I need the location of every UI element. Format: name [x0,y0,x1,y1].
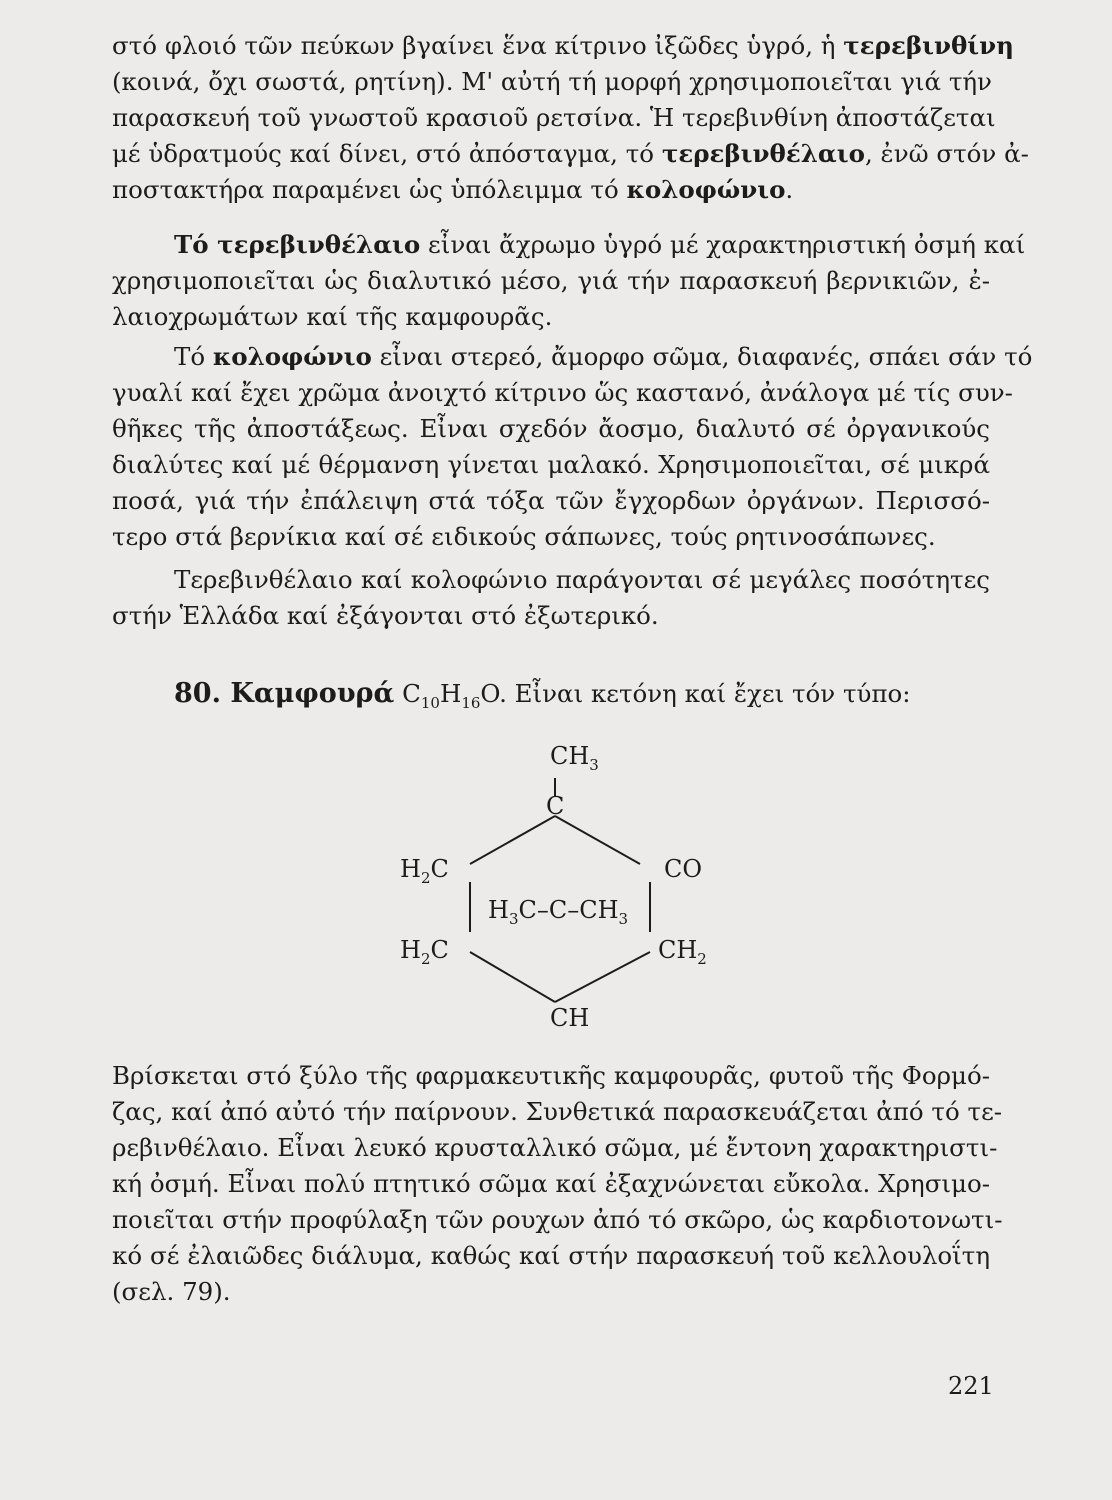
text-line: κή ὀσμή. Εἶναι πολύ πτητικό σῶμα καί ἐξαχνώνεται εὔκολα. Χρησιμο- [112,1169,990,1198]
ch-bottom-label: CH [550,1004,590,1032]
text-line: (σελ. 79). [112,1277,231,1306]
text-line: διαλύτες καί μέ θέρμανση γίνεται μαλακό. Χρησιμοποιεῖται, σέ μικρά [112,450,990,479]
text-line: Τερεβινθέλαιο καί κολοφώνιο παράγονται σέ μεγάλες ποσότητες [174,565,990,594]
text-line: λαιοχρωμάτων καί τῆς καμφουρᾶς. [112,302,553,331]
methyl-group-label: $CH_3$ [550,742,599,774]
text-line: Τό κολοφώνιο εἶναι στερεό, ἄμορφο σῶμα, διαφανές, σπάει σάν τό [174,342,1033,371]
text-line: τερο στά βερνίκια καί σέ ειδικούς σάπωνες, τούς ρητινοσάπωνες. [112,522,936,551]
text-line: ρεβινθέλαιο. Εἶναι λευκό κρυσταλλικό σῶμα, μέ ἔντονη χαρακτηριστι- [112,1133,998,1162]
text-line: ποιεῖται στήν προφύλαξη τῶν ρουχων ἀπό τό σκῶρο, ὡς καρδιοτονωτι- [112,1205,1003,1234]
ring-bonds [380,730,720,1040]
text-line: Τό τερεβινθέλαιο εἶναι ἄχρωμο ὑγρό μέ χαρακτηριστική ὀσμή καί [174,230,1026,259]
section-heading-camphor: 80. Καμφουρά $C_{10}H_{16}O$. Εἶναι κετόνη καί ἔχει τόν τύπο: [174,678,911,712]
quaternary-carbon-label: C [546,792,565,820]
text-line: ποστακτήρα παραμένει ὡς ὑπόλειμμα τό κολοφώνιο. [112,175,794,204]
paragraph-production [112,562,990,634]
ch2-lower-left-label: $H_2C$ [400,936,449,968]
text-line: στό φλοιό τῶν πεύκων βγαίνει ἕνα κίτρινο ἰξῶδες ὑγρό, ἡ τερεβινθίνη [112,31,1014,60]
camphor-structural-formula [380,730,720,1040]
text-line: χρησιμοποιεῖται ὡς διαλυτικό μέσο, γιά τήν παρασκευή βερνικιῶν, ἐ- [112,266,990,295]
text-line: στήν Ἑλλάδα καί ἐξάγονται στό ἐξωτερικό. [112,601,659,630]
paragraph-camphor-description [112,1058,1003,1310]
text-line: (κοινά, ὄχι σωστά, ρητίνη). Μ' αὐτή τή μορφή χρησιμοποιεῖται γιά τήν [112,67,992,96]
text-line: Βρίσκεται στό ξύλο τῆς φαρμακευτικῆς καμφουρᾶς, φυτοῦ τῆς Φορμό- [112,1061,990,1090]
ch2-lower-right-label: $CH_2$ [658,936,707,968]
text-line: γυαλί καί ἔχει χρῶμα ἀνοιχτό κίτρινο ὥς καστανό, ἀνάλογα μέ τίς συν- [112,378,1013,407]
text-line: ποσά, γιά τήν ἐπάλειψη στά τόξα τῶν ἔγχορδων ὀργάνων. Περισσό- [112,486,990,515]
page-number: 221 [948,1372,994,1400]
text-line: παρασκευή τοῦ γνωστοῦ κρασιοῦ ρετσίνα. Ἡ τερεβινθίνη ἀποστάζεται [112,103,996,132]
paragraph-turpentine-oil [112,227,1026,335]
ch2-upper-left-label: $H_2C$ [400,855,449,887]
text-line: θῆκες τῆς ἀποστάξεως. Εἶναι σχεδόν ἄοσμο, διαλυτό σέ ὀργανικούς [112,414,990,443]
text-line: κό σέ ἐλαιῶδες διάλυμα, καθώς καί στήν παρασκευή τοῦ κελλουλοΐτη [112,1241,990,1270]
carbonyl-label: CO [664,855,703,883]
text-line: ζας, καί ἀπό αὐτό τήν παίρνουν. Συνθετικά παρασκευάζεται ἀπό τό τε- [112,1097,1003,1126]
bridge-label: $H_3C-C-CH_3$ [488,896,629,928]
text-line: μέ ὑδρατμούς καί δίνει, στό ἀπόσταγμα, τό τερεβινθέλαιο, ἐνῶ στόν ἀ- [112,139,1029,168]
paragraph-turpentine [112,28,1029,208]
paragraph-rosin [112,339,1033,555]
